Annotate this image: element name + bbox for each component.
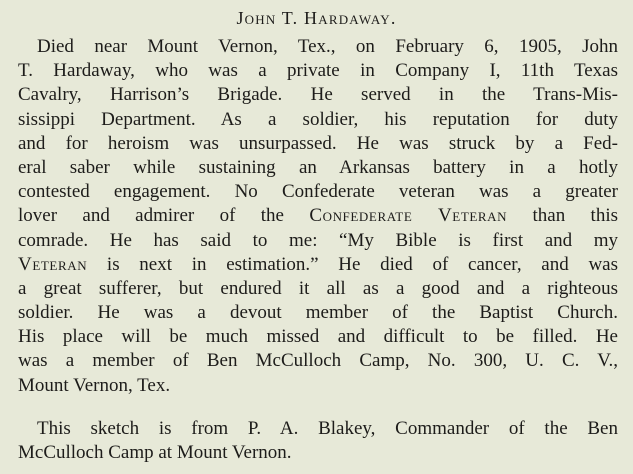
text-segment: than this xyxy=(507,205,619,227)
text-line: sissippi Department. As a soldier, his reputation for duty xyxy=(18,108,618,130)
text-line: McCulloch Camp at Mount Vernon. xyxy=(18,442,292,464)
text-line: a great sufferer, but endured it all as a good and a righteous xyxy=(18,277,618,299)
text-segment: lover and admirer of the xyxy=(18,205,284,227)
text-segment: is next in estimation.” He died of cancer, and was xyxy=(87,253,618,275)
text-line: eral saber while sustaining an Arkansas battery in a hotly xyxy=(18,156,618,178)
text-line: T. Hardaway, who was a private in Company I, 11th Texas xyxy=(18,60,618,82)
text-line: contested engagement. No Confederate veteran was a greater xyxy=(18,181,618,203)
periodical-title: Confederate Veteran xyxy=(309,205,508,227)
obituary-heading: John T. Hardaway. xyxy=(236,8,397,28)
obituary-body xyxy=(18,35,618,398)
text-line: This sketch is from P. A. Blakey, Commander of the Ben xyxy=(37,418,618,439)
closing-paragraph xyxy=(18,417,618,465)
text-line: Mount Vernon, Tex. xyxy=(18,374,171,396)
text-line: Died near Mount Vernon, Tex., on February 6, 1905, John xyxy=(37,36,618,57)
text-line-with-title xyxy=(18,253,618,277)
text-line: His place will be much missed and difficult to be filled. He xyxy=(18,326,618,348)
text-line: was a member of Ben McCulloch Camp, No. 300, U. C. V., xyxy=(18,350,618,372)
text-line-with-title xyxy=(18,204,618,228)
text-line: comrade. He has said to me: “My Bible is first and my xyxy=(18,229,618,251)
text-line: soldier. He was a devout member of the Baptist Church. xyxy=(18,302,618,324)
periodical-title-short: Veteran xyxy=(18,253,88,275)
text-line: Cavalry, Harrison’s Brigade. He served in the Trans-Mis- xyxy=(18,84,618,106)
text-line: and for heroism was unsurpassed. He was struck by a Fed- xyxy=(18,132,618,154)
